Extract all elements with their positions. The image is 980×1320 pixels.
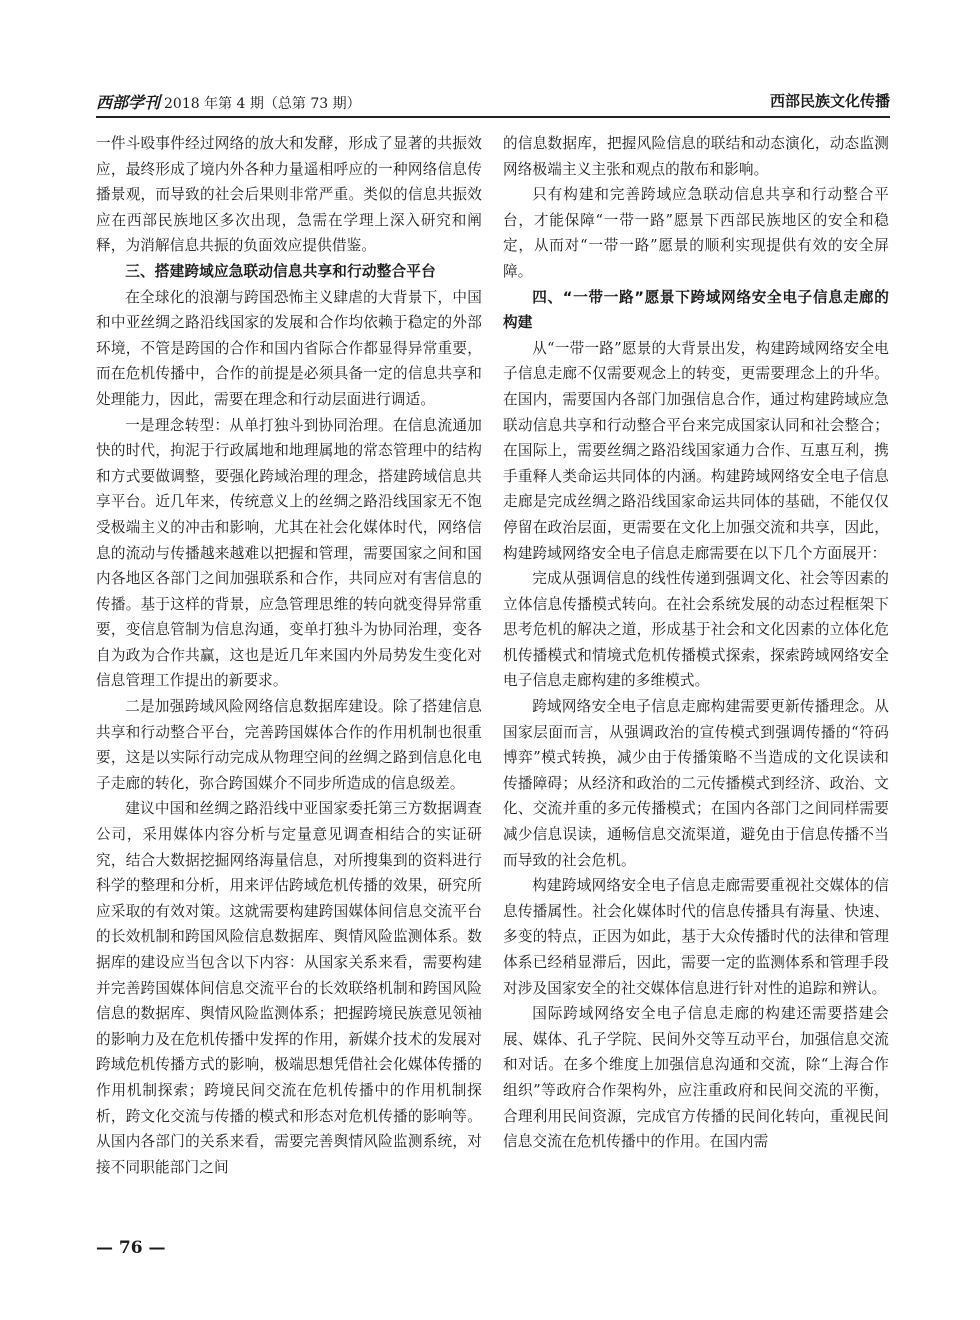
- paragraph: 从“一带一路”愿景的大背景出发，构建跨域网络安全电子信息走廊不仅需要观念上的转变，更需要理念上的升华。在国内，需要国内各部门加强信息合作，通过构建跨域应急联动信息共享和行动整合平台来完成国家认同和社会整合；在国际上，需要丝绸之路沿线国家通力合作、互惠互利，携手重释人类命运共同体的内涵。构建跨域网络安全电子信息走廊是完成丝绸之路沿线国家命运共同体的基础，不能仅仅停留在政治层面，更需要在文化上加强交流和共享，因此，构建跨域网络安全电子信息走廊需要在以下几个方面展开：: [503, 339, 889, 562]
- section-heading: 四、“一带一路”愿景下跨域网络安全电子信息走廊的构建: [503, 288, 889, 332]
- paragraph: 国际跨域网络安全电子信息走廊的构建还需要搭建会展、媒体、孔子学院、民间外交等互动平台，加强信息交流和对话。在多个维度上加强信息沟通和交流，除“上海合作组织”等政府合作架构外，应注重政府和民间交流的平衡，合理利用民间资源，完成官方传播的民间化转向，重视民间信息交流在危机传播中的作用。在国内需: [503, 1005, 889, 1151]
- left-text-column: [96, 131, 482, 1180]
- running-header: [96, 84, 890, 118]
- journal-logo: 西部学刊: [96, 93, 161, 112]
- paragraph: 一是理念转型：从单打独斗到协同治理。在信息流通加快的时代，拘泥于行政属地和地理属地的常态管理中的结构和方式要做调整，要强化跨域治理的理念，搭建跨域信息共享平台。近几年来，传统意义上的丝绸之路沿线国家无不饱受极端主义的冲击和影响，尤其在社会化媒体时代，网络信息的流动与传播越来越难以把握和管理，需要国家之间和国内各地区各部门之间加强联系和合作，共同应对有害信息的传播。基于这样的背景，应急管理思维的转向就变得异常重要，变信息管制为信息沟通，变单打独斗为协同治理，变各自为政为合作共赢，这也是近几年来国内外局势发生变化对信息管理工作提出的新要求。: [96, 416, 482, 690]
- paragraph: 建议中国和丝绸之路沿线中亚国家委托第三方数据调查公司，采用媒体内容分析与定量意见调查相结合的实证研究，结合大数据挖掘网络海量信息，对所搜集到的资料进行科学的整理和分析，用来评估跨域危机传播的效果，研究所应采取的有效对策。这就需要构建跨国媒体间信息交流平台的长效机制和跨国风险信息数据库、舆情风险监测体系。数据库的建设应当包含以下内容：从国家关系来看，需要构建并完善跨国媒体间信息交流平台的长效联络机制和跨国风险信息的数据库、舆情风险监测体系；把握跨境民族意见领袖的影响力及在危机传播中发挥的作用，新媒介技术的发展对跨域危机传播方式的影响，极端思想凭借社会化媒体传播的作用机制探索；跨境民间交流在危机传播中的作用机制探析，跨文化交流与传播的模式和形态对危机传播的影响等。从国内各部门的关系来看，需要完善舆情风险监测系统，对接不同职能部门之间: [96, 800, 482, 1176]
- paragraph: 一件斗殴事件经过网络的放大和发酵，形成了显著的共振效应，最终形成了境内外各种力量遥相呼应的一种网络信息传播景观，而导致的社会后果则非常严重。类似的信息共振效应在西部民族地区多次出现，急需在学理上深入研究和阐释，为消解信息共振的负面效应提供借鉴。: [96, 135, 482, 255]
- section-title: 西部民族文化传播: [769, 92, 890, 110]
- paragraph: 只有构建和完善跨域应急联动信息共享和行动整合平台，才能保障“一带一路”愿景下西部民族地区的安全和稳定，从而对“一带一路”愿景的顺利实现提供有效的安全屏障。: [503, 186, 889, 280]
- paragraph: 的信息数据库，把握风险信息的联结和动态演化，动态监测网络极端主义主张和观点的散布和影响。: [503, 135, 889, 178]
- paragraph: 完成从强调信息的线性传递到强调文化、社会等因素的立体信息传播模式转向。在社会系统发展的动态过程框架下思考危机的解决之道，形成基于社会和文化因素的立体化危机传播模式和情境式危机传播模式探索，探索跨域网络安全电子信息走廊构建的多维模式。: [503, 570, 889, 690]
- right-text-column: [503, 131, 889, 1155]
- paragraph: 构建跨域网络安全电子信息走廊需要重视社交媒体的信息传播属性。社会化媒体时代的信息传播具有海量、快速、多变的特点，正因为如此，基于大众传播时代的法律和管理体系已经稍显滞后，因此，需要一定的监测体系和管理手段对涉及国家安全的社交媒体信息进行针对性的追踪和辨认。: [503, 877, 889, 997]
- paragraph: 二是加强跨域风险网络信息数据库建设。除了搭建信息共享和行动整合平台，完善跨国媒体合作的作用机制也很重要，这是以实际行动完成从物理空间的丝绸之路到信息化电子走廊的转化，弥合跨国媒介不同步所造成的信息级差。: [96, 698, 482, 792]
- section-heading: 三、搭建跨域应急联动信息共享和行动整合平台: [125, 262, 436, 280]
- issue-info: 2018 年第 4 期（总第 73 期）: [164, 96, 361, 112]
- page-number: — 76 —: [96, 1238, 166, 1258]
- paragraph: 跨域网络安全电子信息走廊构建需要更新传播理念。从国家层面而言，从强调政治的宣传模式到强调传播的“符码博弈”模式转换，减少由于传播策略不当造成的文化误读和传播障碍；从经济和政治的二元传播模式到经济、政治、文化、交流并重的多元传播模式；在国内各部门之间同样需要减少信息误读，通畅信息交流渠道，避免由于信息传播不当而导致的社会危机。: [503, 698, 889, 869]
- paragraph: 在全球化的浪潮与跨国恐怖主义肆虐的大背景下，中国和中亚丝绸之路沿线国家的发展和合作均依赖于稳定的外部环境，不管是跨国的合作和国内省际合作都显得异常重要，而在危机传播中，合作的前提是必须具备一定的信息共享和处理能力，因此，需要在理念和行动层面进行调适。: [96, 288, 482, 408]
- header-journal-info: [96, 90, 361, 113]
